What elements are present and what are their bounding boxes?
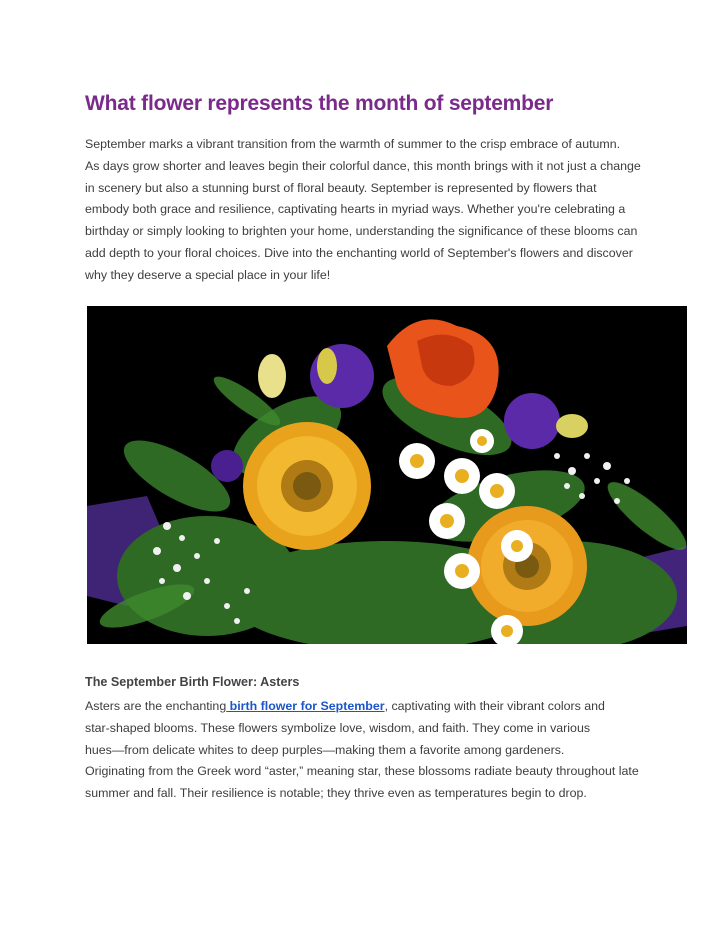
section-line	[85, 696, 645, 718]
section-line: hues—from delicate whites to deep purples—making them a favorite among gardeners.	[85, 742, 565, 757]
section-line: summer and fall. Their resilience is notable; they thrive even as temperatures begin to drop.	[85, 786, 587, 801]
section-paragraph	[85, 696, 645, 805]
section-line: star-shaped blooms. These flowers symbolize love, wisdom, and faith. They come in various	[85, 720, 591, 735]
section-text: , captivating with their vibrant colors and	[384, 699, 605, 713]
intro-line: in scenery but also a stunning burst of floral beauty. September is represented by flowers that	[85, 180, 597, 195]
intro-line: embody both grace and resilience, captivating hearts in myriad ways. Whether you're celebrating a	[85, 202, 626, 217]
flower-bouquet-image	[87, 306, 687, 644]
intro-line: birthday or simply looking to brighten your home, understanding the significance of these blooms can	[85, 224, 638, 239]
page-title: What flower represents the month of september	[85, 92, 554, 115]
intro-line: why they deserve a special place in your life!	[85, 267, 331, 282]
intro-line: September marks a vibrant transition from the warmth of summer to the crisp embrace of autumn.	[85, 137, 621, 151]
intro-line: As days grow shorter and leaves begin their colorful dance, this month brings with it not just a change	[85, 158, 641, 173]
section-text: Asters are the enchanting	[85, 699, 227, 713]
section-heading: The September Birth Flower: Asters	[85, 675, 300, 689]
intro-line: add depth to your floral choices. Dive into the enchanting world of September's flowers and discover	[85, 245, 633, 260]
birth-flower-link[interactable]: birth flower for September	[226, 699, 385, 713]
intro-paragraph	[85, 134, 645, 287]
section-line: Originating from the Greek word “aster,” meaning star, these blossoms radiate beauty throughout late	[85, 764, 639, 779]
